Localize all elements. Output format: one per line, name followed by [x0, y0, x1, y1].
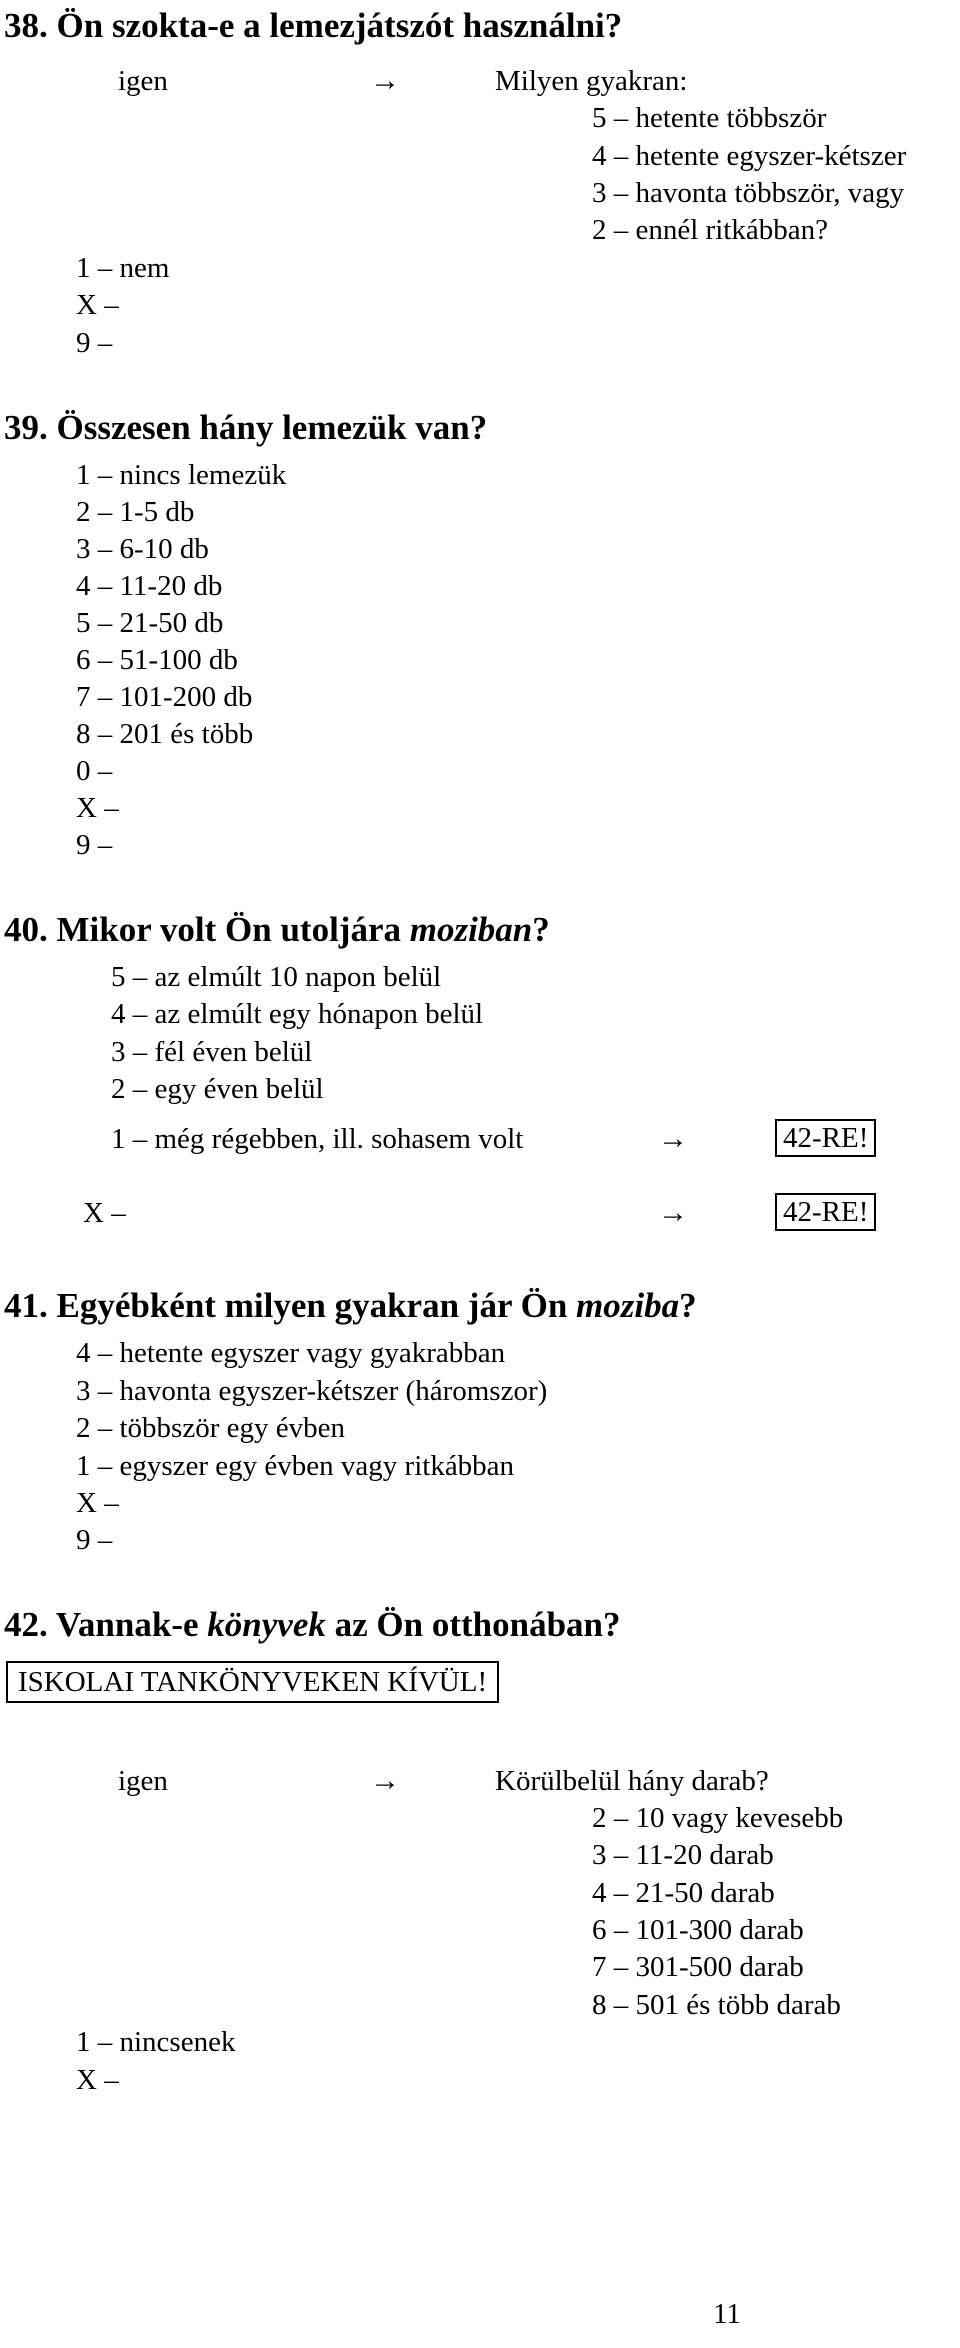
question-41-title: 41. Egyébként milyen gyakran jár Ön moziba? — [4, 1286, 697, 1325]
q42-follow-option: 4 – 21-50 darab — [592, 1877, 775, 1909]
question-39-title: 39. Összesen hány lemezük van? — [4, 408, 488, 447]
q41-option: 9 – — [76, 1524, 113, 1556]
q39-option: 2 – 1-5 db — [76, 496, 195, 528]
arrow-right-icon: → — [658, 1122, 688, 1155]
q41-option: 4 – hetente egyszer vagy gyakrabban — [76, 1337, 506, 1369]
q39-option: 9 – — [76, 829, 113, 861]
question-38-title: 38. Ön szokta-e a lemezjátszót használni? — [4, 6, 623, 45]
q38-follow-option: 5 – hetente többször — [592, 102, 827, 134]
q40-option: 1 – még régebben, ill. sohasem volt — [111, 1123, 524, 1155]
q39-option: 6 – 51-100 db — [76, 644, 238, 676]
q41-option: 1 – egyszer egy évben vagy ritkábban — [76, 1450, 515, 1482]
q39-option: 1 – nincs lemezük — [76, 459, 287, 491]
q40-option: 2 – egy éven belül — [111, 1073, 324, 1105]
q39-option: 5 – 21-50 db — [76, 607, 224, 639]
q42-instruction-box: ISKOLAI TANKÖNYVEKEN KÍVÜL! — [6, 1661, 499, 1703]
q38-option: X – — [76, 289, 119, 321]
q38-follow-option: 3 – havonta többször, vagy — [592, 177, 905, 209]
q40-option: 4 – az elmúlt egy hónapon belül — [111, 998, 484, 1030]
q42-option: 1 – nincsenek — [76, 2026, 236, 2058]
q39-option: 3 – 6-10 db — [76, 533, 209, 565]
q40-option: 3 – fél éven belül — [111, 1036, 313, 1068]
q40-skip-box: 42-RE! — [775, 1193, 876, 1231]
q42-follow-option: 3 – 11-20 darab — [592, 1839, 774, 1871]
q39-option: 7 – 101-200 db — [76, 681, 253, 713]
q39-option: 4 – 11-20 db — [76, 570, 223, 602]
q41-option: 2 – többször egy évben — [76, 1412, 345, 1444]
q40-skip-box: 42-RE! — [775, 1119, 876, 1157]
q41-option: 3 – havonta egyszer-kétszer (háromszor) — [76, 1375, 548, 1407]
q39-option: X – — [76, 792, 119, 824]
q40-x-option: X – — [83, 1197, 126, 1229]
q38-option-yes: igen — [118, 65, 168, 97]
q39-option: 0 – — [76, 755, 113, 787]
q42-option-yes: igen — [118, 1765, 168, 1797]
arrow-right-icon: → — [370, 1764, 400, 1797]
q38-follow-option: 4 – hetente egyszer-kétszer — [592, 140, 907, 172]
q38-follow-option: 2 – ennél ritkábban? — [592, 214, 828, 246]
page-number: 11 — [713, 2298, 741, 2330]
q42-option: X – — [76, 2064, 119, 2096]
q42-follow-label: Körülbelül hány darab? — [495, 1765, 769, 1797]
q39-option: 8 – 201 és több — [76, 718, 254, 750]
question-42-title: 42. Vannak-e könyvek az Ön otthonában? — [4, 1605, 621, 1644]
q41-option: X – — [76, 1487, 119, 1519]
q38-follow-label: Milyen gyakran: — [495, 65, 688, 97]
arrow-right-icon: → — [658, 1196, 688, 1229]
q38-option: 1 – nem — [76, 252, 170, 284]
arrow-right-icon: → — [370, 64, 400, 97]
q40-option: 5 – az elmúlt 10 napon belül — [111, 961, 442, 993]
q42-follow-option: 7 – 301-500 darab — [592, 1951, 804, 1983]
q42-follow-option: 2 – 10 vagy kevesebb — [592, 1802, 844, 1834]
q42-follow-option: 8 – 501 és több darab — [592, 1989, 841, 2021]
q38-option: 9 – — [76, 327, 113, 359]
question-40-title: 40. Mikor volt Ön utoljára moziban? — [4, 910, 550, 949]
q42-follow-option: 6 – 101-300 darab — [592, 1914, 804, 1946]
